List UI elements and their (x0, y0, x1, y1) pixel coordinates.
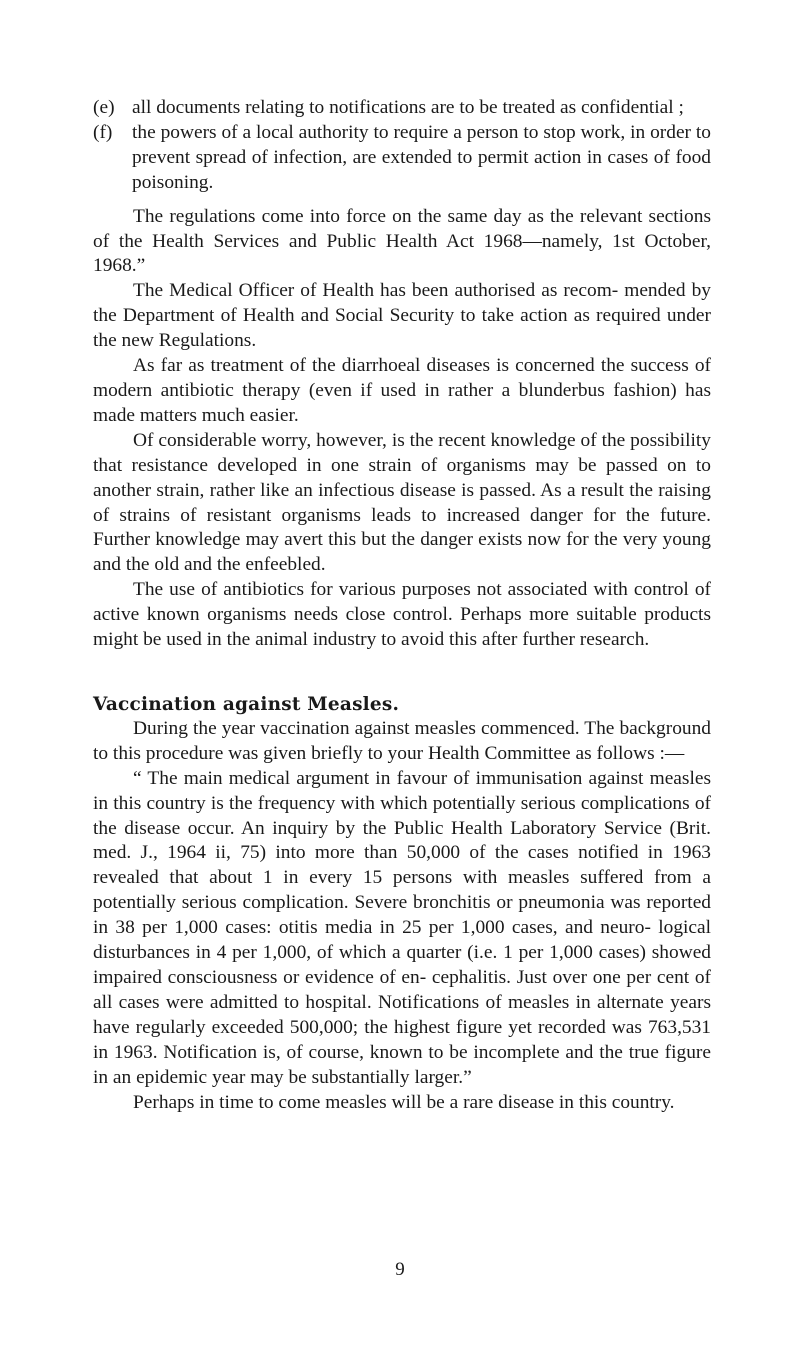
paragraph-regulations-date: The regulations come into force on the same day as the relevant sections of the Health Services and Public Health Act 1968—namely, 1st October, 1968.” (93, 205, 711, 277)
paragraph-quotation: “ The main medical argument in favour of immunisation against measles in this country is the frequency with which potentially serious complications of the disease occur. An inquiry by the Public Health Laboratory Service (Brit. med. J., 1964 ii, 75) into more than 50,000 of the cases notified in 1963 revealed that about 1 in every 15 persons with measles suffered from a potentially serious complication. Severe bronchitis or pneumonia was reported in 38 per 1,000 cases: otitis media in 25 per 1,000 cases, and neuro- logical disturbances in 4 per 1,000, of which a quarter (i.e. 1 per 1,000 cases) showed impaired consciousness or evidence of en- cephalitis. Just over one per cent of all cases were admitted to hospital. Notifications of measles in alternate years have regularly exceeded 500,000; the highest figure yet recorded was 763,531 in 1963. Notification is, of course, known to be incomplete and the true figure in an epidemic year may be substantially larger.” (93, 767, 711, 1088)
paragraph-antibiotic-therapy: As far as treatment of the diarrhoeal diseases is concerned the success of modern antibiotic therapy (even if used in rather a blunderbus fashion) has made matters much easier. (93, 355, 711, 426)
page-body (93, 96, 711, 1115)
paragraph-resistance: Of considerable worry, however, is the recent knowledge of the possibility that resistance developed in one strain of organisms may be passed on to another strain, rather like an infectious disease is passed. As a result the raising of strains of resistant organisms leads to increased danger for the future. Further knowledge may avert this but the danger exists now for the very young and the old and the enfeebled. (93, 429, 711, 576)
page-number: 9 (395, 1259, 405, 1280)
list-item-label: (e) (93, 97, 115, 118)
list-item-e (93, 96, 711, 121)
list-item-f (93, 121, 711, 196)
paragraph-conclusion: Perhaps in time to come measles will be a rare disease in this country. (133, 1091, 675, 1113)
list-item-text: the powers of a local authority to require a person to stop work, in order to prevent spread of infection, are extended to permit action in cases of food poisoning. (132, 121, 711, 193)
list-item-text: all documents relating to notifications are to be treated as confidential ; (132, 97, 684, 118)
paragraph-vaccination-commenced: During the year vaccination against measles commenced. The background to this procedure was given briefly to your Health Committee as follows :— (93, 717, 711, 764)
list-item-label: (f) (93, 121, 113, 143)
section-heading: Vaccination against Measles. (93, 693, 400, 715)
paragraph-antibiotic-control: The use of antibiotics for various purposes not associated with control of active known organisms needs close control. Perhaps more suitable products might be used in the animal industry to avoid this after further research. (93, 579, 711, 651)
paragraph-medical-officer: The Medical Officer of Health has been authorised as recom- mended by the Department of Health and Social Security to take action as required under the new Regulations. (93, 280, 711, 352)
